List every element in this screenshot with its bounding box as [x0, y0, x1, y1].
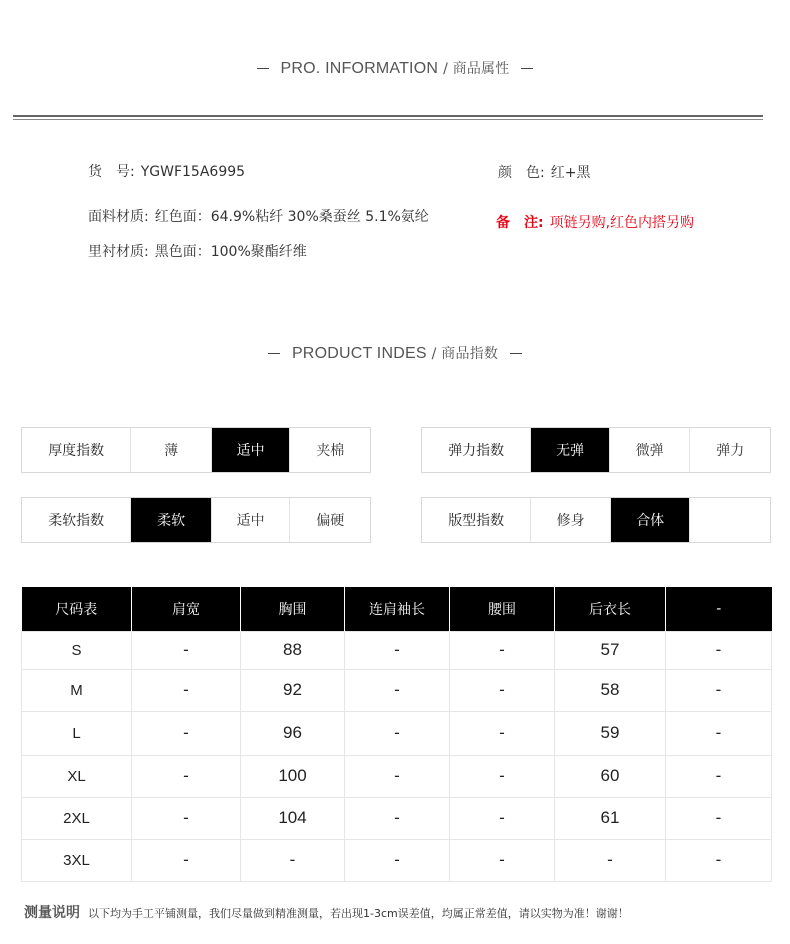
section-title-product-indes: [0, 343, 790, 363]
index-option-selected: 柔软: [131, 498, 212, 542]
size-value-cell: -: [450, 631, 555, 669]
size-value-cell: -: [450, 669, 555, 711]
lining-label: 里衬材质:: [88, 244, 149, 260]
index-option-selected: 适中: [212, 428, 291, 472]
size-label-cell: 3XL: [22, 839, 132, 881]
size-value-cell: -: [666, 711, 772, 755]
fabric-label: 面料材质:: [88, 209, 149, 225]
size-value-cell: 58: [555, 669, 666, 711]
size-header-cell: -: [666, 587, 772, 631]
index-elasticity: [421, 427, 771, 473]
size-header-cell: 后衣长: [555, 587, 666, 631]
size-value-cell: -: [345, 755, 450, 797]
index-option: 薄: [131, 428, 212, 472]
size-value-cell: -: [132, 797, 241, 839]
index-option: 夹棉: [316, 443, 345, 459]
item-no-value: YGWF15A6995: [140, 164, 246, 180]
size-table-header-row: [22, 587, 772, 631]
measurement-note: [24, 902, 629, 922]
size-value-cell: -: [666, 669, 772, 711]
section-title-cn: / 商品指数: [431, 346, 499, 362]
remark-value: 项链另购,红色内搭另购: [549, 215, 695, 231]
size-value-cell: -: [450, 839, 555, 881]
size-value-cell: -: [345, 711, 450, 755]
size-header-cell: 连肩袖长: [345, 587, 450, 631]
size-value-cell: -: [241, 839, 345, 881]
size-value-cell: 92: [241, 669, 345, 711]
size-value-cell: 88: [241, 631, 345, 669]
size-table: [21, 587, 772, 882]
size-label-cell: M: [22, 669, 132, 711]
size-value-cell: -: [345, 669, 450, 711]
size-value-cell: -: [450, 711, 555, 755]
index-option-selected: 合体: [611, 498, 691, 542]
info-lining: [88, 241, 307, 261]
index-option: 修身: [531, 498, 611, 542]
remark-label: 备 注:: [496, 215, 544, 231]
size-table-row: [22, 797, 772, 839]
title-dash-right: [521, 68, 533, 70]
size-value-cell: 100: [241, 755, 345, 797]
size-header-cell: 肩宽: [132, 587, 241, 631]
double-divider: [13, 115, 763, 120]
size-header-cell: 腰围: [450, 587, 555, 631]
color-value: 红+黑: [550, 165, 591, 181]
size-table-row: [22, 711, 772, 755]
index-label: 版型指数: [422, 498, 531, 542]
index-thickness: [21, 427, 371, 473]
size-table-row: [22, 631, 772, 669]
index-fit: [421, 497, 771, 543]
index-softness: [21, 497, 371, 543]
index-option: 适中: [212, 498, 291, 542]
title-dash-left: [257, 68, 269, 70]
section-title-pro-information: [0, 58, 790, 78]
size-header-cell: 胸围: [241, 587, 345, 631]
size-value-cell: -: [666, 839, 772, 881]
section-title-cn: / 商品属性: [443, 61, 510, 77]
size-value-cell: -: [666, 797, 772, 839]
size-value-cell: 57: [555, 631, 666, 669]
size-label-cell: L: [22, 711, 132, 755]
size-value-cell: -: [132, 631, 241, 669]
index-label: 弹力指数: [422, 428, 531, 472]
fabric-value: 红色面：64.9%粘纤 30%桑蚕丝 5.1%氨纶: [154, 209, 429, 225]
index-option: 偏硬: [316, 513, 345, 529]
size-value-cell: -: [132, 711, 241, 755]
size-value-cell: 104: [241, 797, 345, 839]
size-value-cell: -: [345, 839, 450, 881]
size-value-cell: -: [450, 797, 555, 839]
title-dash-right: [510, 353, 522, 355]
index-label: 柔软指数: [22, 498, 131, 542]
note-text: 以下均为手工平铺测量，我们尽量做到精准测量，若出现1-3cm误差值，均属正常差值，请以实物为准！谢谢！: [88, 907, 629, 920]
size-value-cell: -: [345, 797, 450, 839]
size-table-row: [22, 839, 772, 881]
size-value-cell: 59: [555, 711, 666, 755]
size-value-cell: -: [666, 755, 772, 797]
index-option: 弹力: [716, 443, 745, 459]
size-header-cell: 尺码表: [22, 587, 132, 631]
index-option-selected: 无弹: [531, 428, 610, 472]
size-table-row: [22, 755, 772, 797]
size-label-cell: XL: [22, 755, 132, 797]
size-value-cell: -: [666, 631, 772, 669]
color-label: 颜 色:: [498, 165, 545, 181]
size-value-cell: -: [132, 839, 241, 881]
size-value-cell: 60: [555, 755, 666, 797]
info-item-no: [88, 161, 245, 181]
info-remark: [496, 212, 694, 232]
size-value-cell: -: [132, 669, 241, 711]
lining-value: 黑色面：100%聚酯纤维: [154, 244, 307, 260]
size-label-cell: 2XL: [22, 797, 132, 839]
section-title-en: PRODUCT INDES: [291, 345, 427, 362]
size-value-cell: 61: [555, 797, 666, 839]
info-color: [498, 162, 590, 182]
index-option: 微弹: [610, 428, 691, 472]
title-dash-left: [268, 353, 280, 355]
index-label: 厚度指数: [22, 428, 131, 472]
size-label-cell: S: [22, 631, 132, 669]
size-value-cell: 96: [241, 711, 345, 755]
index-option-empty: [690, 498, 770, 542]
note-title: 测量说明: [24, 905, 80, 921]
size-value-cell: -: [555, 839, 666, 881]
section-title-en: PRO. INFORMATION: [280, 60, 439, 77]
size-value-cell: -: [132, 755, 241, 797]
size-table-row: [22, 669, 772, 711]
size-value-cell: -: [450, 755, 555, 797]
info-fabric: [88, 206, 429, 226]
size-value-cell: -: [345, 631, 450, 669]
item-no-label: 货 号:: [88, 164, 135, 180]
